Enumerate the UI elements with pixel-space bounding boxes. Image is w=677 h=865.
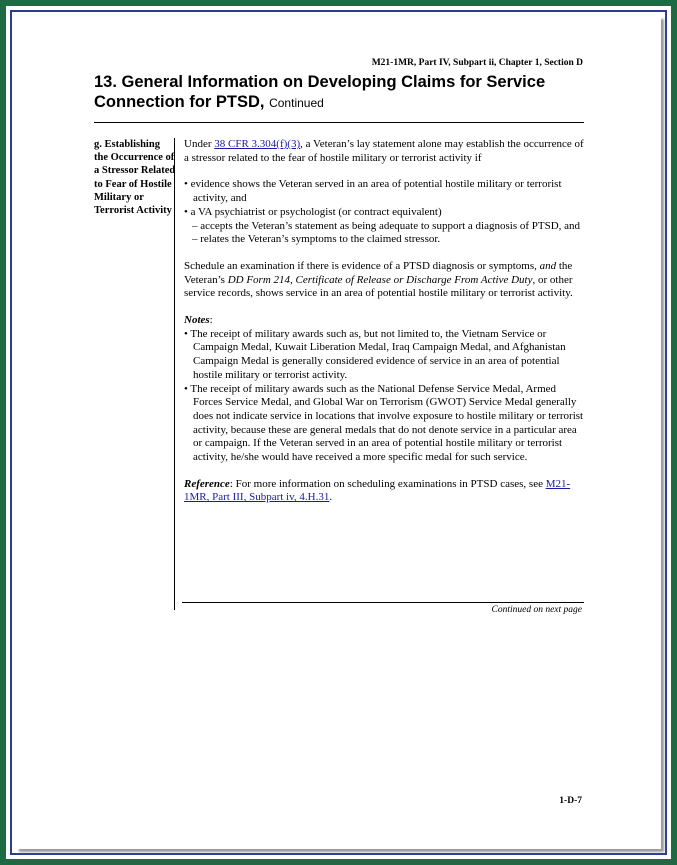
schedule-text-2: the Veteran’s xyxy=(184,259,573,286)
note-awards-general: • The receipt of military awards such as, but not limited to, the Vietnam Service or Campaign Medal, Kuwait Liberation Medal, Iraq Campaign Medal, and Afghanistan Campaign Medal is generally considered evidence of service in an area of potential hostile military or terrorist activity. xyxy=(184,327,566,381)
title-rule xyxy=(94,122,584,123)
schedule-text-1: Schedule an examination if there is evidence of a PTSD diagnosis or symptoms, xyxy=(184,259,540,272)
dash-relates: – relates the Veteran’s symptoms to the claimed stressor. xyxy=(192,233,441,246)
schedule-text-3: , or other service records, shows service in an area of potential hostile military or terrorist activity. xyxy=(184,273,573,300)
title-main: 13. General Information on Developing Claims for Service Connection for PTSD, xyxy=(94,73,546,111)
page-title xyxy=(94,72,594,113)
section-reference: M21-1MR, Part IV, Subpart ii, Chapter 1, Section D xyxy=(371,58,583,68)
title-continued: Continued xyxy=(269,96,324,110)
bullet-psychiatrist: • a VA psychiatrist or psychologist (or contract equivalent) xyxy=(184,205,442,218)
schedule-and: and xyxy=(539,259,557,272)
reference-end: . xyxy=(329,491,333,504)
reference-label: Reference xyxy=(184,477,230,490)
dash-accepts: – accepts the Veteran’s statement as being adequate to support a diagnosis of PTSD, and xyxy=(192,219,581,232)
column-divider xyxy=(174,138,175,610)
schedule-paragraph xyxy=(184,260,586,301)
block-end-rule xyxy=(182,602,584,603)
dd-form-title: DD Form 214, Certificate of Release or Discharge From Active Duty xyxy=(227,273,533,286)
continued-next-page: Continued on next page xyxy=(491,605,582,615)
intro-suffix: , a Veteran’s lay statement alone may establish the occurrence of a stressor related to the fear of hostile military or terrorist activity if xyxy=(184,138,584,164)
notes-heading xyxy=(184,314,586,328)
intro-prefix: Under xyxy=(184,138,215,150)
notes-label: Notes xyxy=(184,314,210,327)
m21-link[interactable]: M21-1MR, Part III, Subpart iv, 4.H.31 xyxy=(184,477,571,504)
reference-paragraph xyxy=(184,478,586,505)
bullet-evidence: • evidence shows the Veteran served in an area of potential hostile military or terrorist activity, and xyxy=(184,178,562,205)
notes-colon: : xyxy=(209,314,213,327)
document-page xyxy=(16,16,661,849)
reference-text: : For more information on scheduling examinations in PTSD cases, see xyxy=(229,477,546,490)
cfr-link[interactable]: 38 CFR 3.304(f)(3) xyxy=(214,138,301,150)
page-number: 1-D-7 xyxy=(559,796,582,806)
block-label: g. Establishing the Occurrence of a Stressor Related to Fear of Hostile Military or Terrorist Activity xyxy=(94,139,176,217)
note-awards-service: • The receipt of military awards such as the National Defense Service Medal, Armed Forces Service Medal, and Global War on Terrorism (GWOT) Service Medal generally does not indicate service in locations that involve exposure to hostile military or terrorist activity, because these are general medals that do not denote service in a particular area or campaign. If the Veteran served in an area of potential hostile military or terrorist activity, he/she would have received a more specific medal for such service. xyxy=(184,382,584,464)
block-body xyxy=(184,138,586,505)
intro-paragraph xyxy=(184,138,586,165)
